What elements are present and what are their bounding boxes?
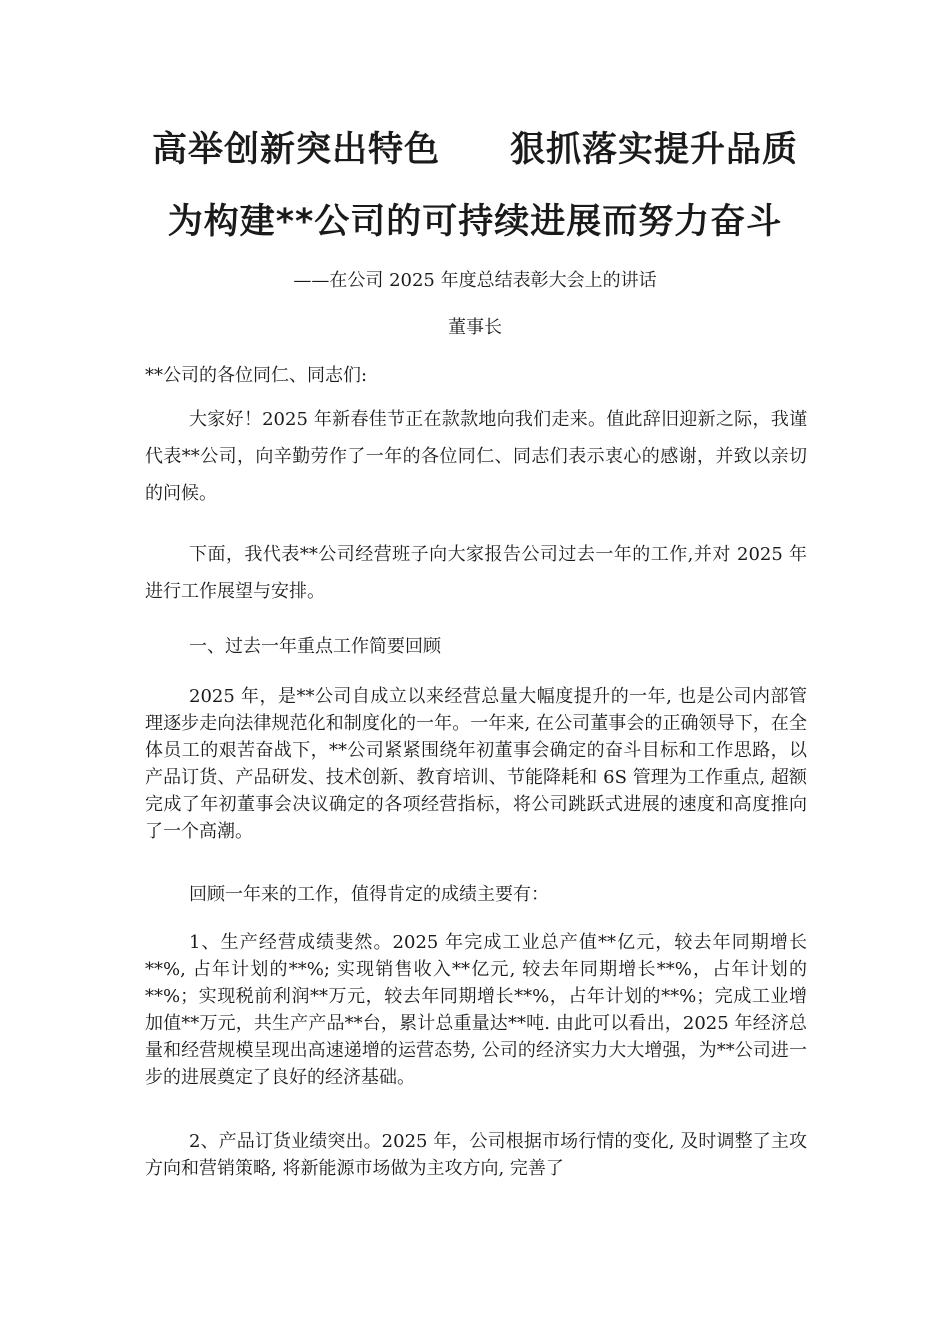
title-phrase-1: 高举创新突出特色 bbox=[151, 130, 440, 170]
paragraph-year-summary: 2025 年，是**公司自成立以来经营总量大幅度提升的一年, 也是公司内部管理逐步走向法律规范化和制度化的一年。一年来, 在公司董事会的正确领导下，在全体员工的艰苦奋战下，**公司紧紧围绕年初董事会确定的奋斗目标和工作思路，以产品订货、产品研发、技术创新、教育培训、节能降耗和 6S 管理为工作重点, 超额完成了年初董事会决议确定的各项经营指标，将公司跳跃式进展的速度和高度推向了一个高潮。 bbox=[145, 686, 807, 842]
paragraph-order-results: 2、产品订货业绩突出。2025 年，公司根据市场行情的变化, 及时调整了主攻方向和营销策略, 将新能源市场做为主攻方向, 完善了 bbox=[145, 1131, 807, 1179]
document-title-line-1 bbox=[0, 128, 950, 172]
document-title-line-2: 为构建**公司的可持续进展而努力奋斗 bbox=[167, 202, 783, 242]
paragraph-greeting: 大家好！2025 年新春佳节正在款款地向我们走来。值此辞旧迎新之际，我谨代表**公司，向辛勤劳作了一年的各位同仁、同志们表示衷心的感谢，并致以亲切的问候。 bbox=[145, 409, 807, 504]
paragraph-achievements-intro: 回顾一年来的工作，值得肯定的成绩主要有： bbox=[189, 884, 549, 905]
speaker-title: 董事长 bbox=[448, 317, 502, 338]
title-phrase-2: 狠抓落实提升品质 bbox=[510, 130, 799, 170]
salutation: **公司的各位同仁、同志们: bbox=[145, 365, 368, 386]
paragraph-production-results: 1、生产经营成绩斐然。2025 年完成工业总产值**亿元，较去年同期增长**%, 占年计划的**%; 实现销售收入**亿元, 较去年同期增长**%，占年计划的**%；实现税前利润**万元，较去年同期增长**%，占年计划的**%；完成工业增加值**万元，共生产产品**台，累计总重量达**吨. 由此可以看出，2025 年经济总量和经营规模呈现出高速递增的运营态势, 公司的经济实力大大增强，为**公司进一步的进展奠定了良好的经济基础。 bbox=[145, 932, 807, 1088]
paragraph-report-intro: 下面，我代表**公司经营班子向大家报告公司过去一年的工作,并对 2025 年进行工作展望与安排。 bbox=[145, 544, 807, 602]
document-subtitle: ——在公司 2025 年度总结表彰大会上的讲话 bbox=[293, 270, 657, 291]
section-heading-review: 一、过去一年重点工作简要回顾 bbox=[189, 636, 441, 657]
